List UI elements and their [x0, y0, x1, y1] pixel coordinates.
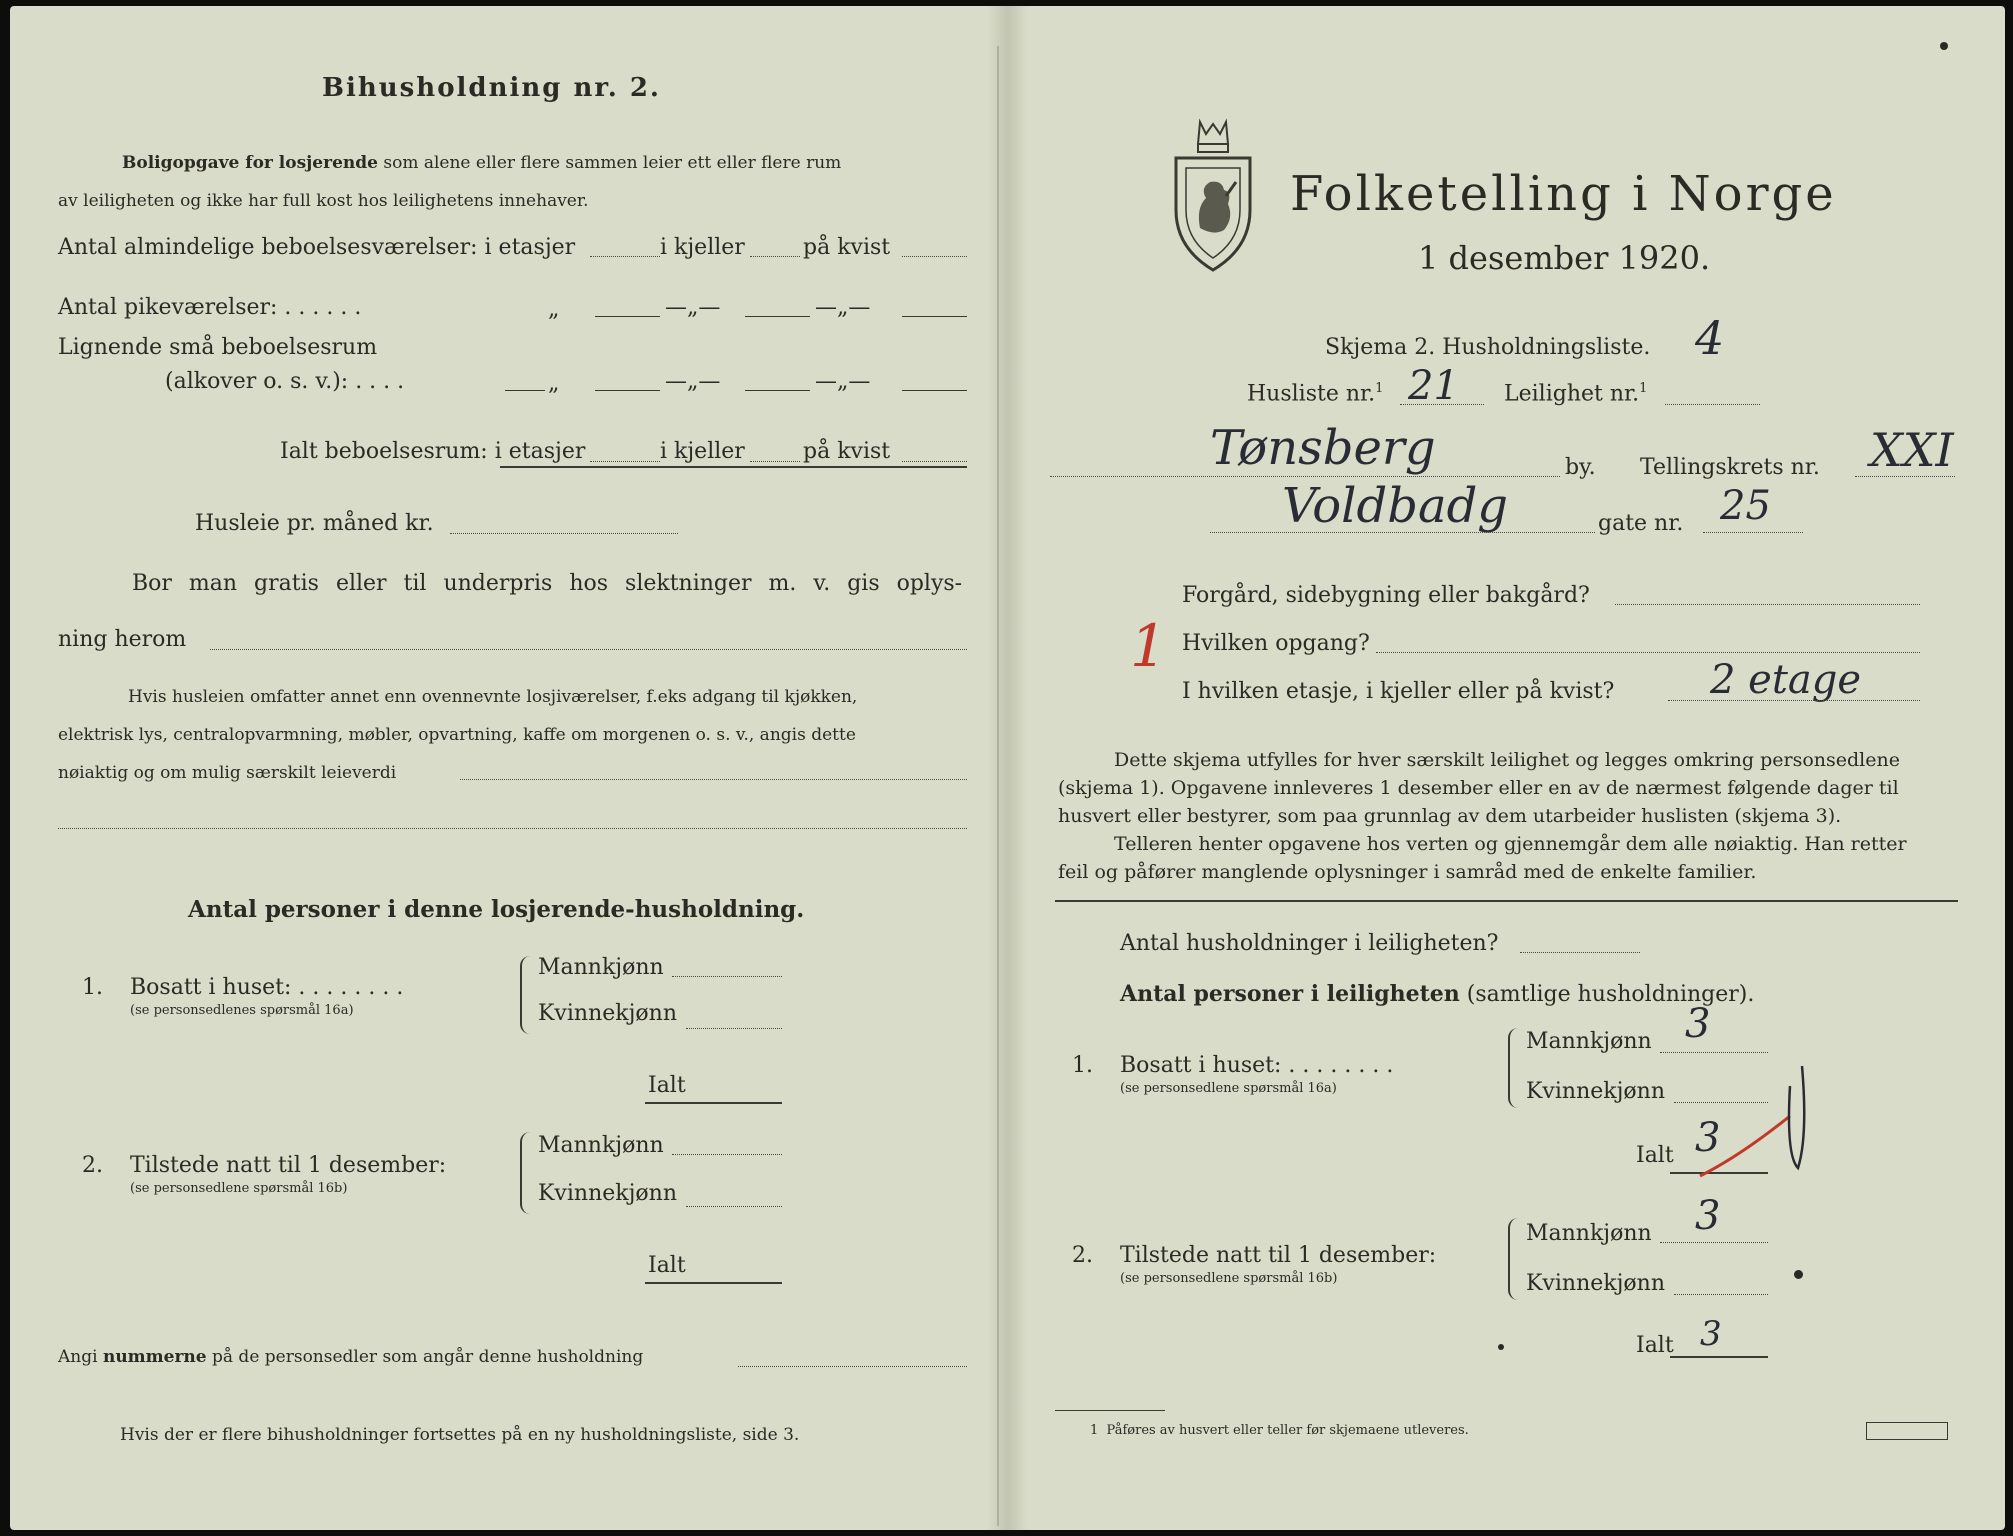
opgang-field[interactable]: [1376, 652, 1920, 653]
by-field[interactable]: [1050, 476, 1560, 477]
sup-1: 1: [1639, 381, 1648, 396]
ditto-mark: „: [548, 297, 560, 322]
right-q1-kvinne: Kvinnekjønn: [1526, 1079, 1665, 1104]
para2-line2: feil og påfører manglende oplysninger i samråd med de enkelte familier.: [1058, 861, 1757, 883]
ialt-etasjer-field[interactable]: [590, 461, 660, 462]
right-q1-ialt: Ialt: [1636, 1143, 1674, 1168]
left-q2-num: 2.: [82, 1153, 103, 1178]
left-title: Bihusholdning nr. 2.: [322, 73, 661, 103]
left-q1-kvinne-field[interactable]: [686, 1028, 782, 1029]
left-q2-sub: (se personsedlene spørsmål 16b): [130, 1181, 348, 1196]
left-q2-kvinne-field[interactable]: [686, 1206, 782, 1207]
right-q2-mann-field[interactable]: [1660, 1242, 1768, 1243]
forgard-label: Forgård, sidebygning eller bakgård?: [1182, 583, 1590, 608]
left-q2-label: Tilstede natt til 1 desember:: [130, 1153, 447, 1178]
etasje-field[interactable]: [1668, 700, 1920, 701]
instructions-para1: [1058, 746, 1958, 886]
tellingskrets-field[interactable]: [1855, 476, 1955, 477]
row-antal-label: Antal almindelige beboelsesværelser: i etasjer: [58, 235, 576, 260]
left-q1-sub: (se personsedlenes spørsmål 16a): [130, 1003, 354, 1018]
bor-line2: ning herom: [58, 627, 187, 652]
intro-line1: [122, 152, 841, 174]
row-lign-label2: (alkover o. s. v.): . . . .: [165, 369, 405, 394]
left-q2-kvinne: Kvinnekjønn: [538, 1181, 677, 1206]
left-q2-ialt: Ialt: [648, 1253, 686, 1278]
row-ialt-label: Ialt beboelsesrum: i etasjer: [280, 439, 586, 464]
ialt-kvist-label: på kvist: [803, 439, 891, 464]
forgard-field[interactable]: [1615, 604, 1920, 605]
left-q2-mann: Mannkjønn: [538, 1133, 664, 1158]
right-persons-title: [1120, 980, 1754, 1009]
ialt-kjeller-field[interactable]: [750, 461, 800, 462]
sup-1: 1: [1375, 381, 1384, 396]
leilighet-field[interactable]: [1665, 404, 1760, 405]
angi-text2: på de personsedler som angår denne husholdning: [212, 1347, 644, 1367]
right-q1-brace: [1508, 1028, 1520, 1108]
angi-field[interactable]: [738, 1366, 967, 1367]
para1-line2: (skjema 1). Opgavene innleveres 1 desember eller en av de nærmest følgende dager til: [1058, 777, 1899, 799]
printer-stamp: [1866, 1422, 1948, 1440]
angi-text1: Angi: [58, 1347, 98, 1367]
kjeller-field[interactable]: [750, 256, 800, 257]
right-q1-sub: (se personsedlene spørsmål 16a): [1120, 1081, 1337, 1096]
lign-etasjer-field[interactable]: [595, 390, 660, 391]
kvist-field[interactable]: [902, 256, 967, 257]
pike-kvist-field[interactable]: [902, 316, 967, 317]
ialt-kjeller-label: i kjeller: [660, 439, 745, 464]
left-q1-mann: Mannkjønn: [538, 955, 664, 980]
hw-etasje[interactable]: 2 etage: [1710, 657, 1862, 703]
hvis-line3: nøiaktig og om mulig særskilt leieverdi: [58, 763, 397, 783]
right-q2-sub: (se personsedlene spørsmål 16b): [1120, 1271, 1338, 1286]
kvist-label: på kvist: [803, 235, 891, 260]
by-label: by.: [1565, 455, 1596, 480]
ialt-kvist-field[interactable]: [902, 461, 967, 462]
footnote-text: Påføres av husvert eller teller før skjemaene utleveres.: [1106, 1423, 1469, 1438]
right-q2-ialt-field[interactable]: [1670, 1356, 1768, 1358]
right-q2-kvinne: Kvinnekjønn: [1526, 1271, 1665, 1296]
para2-line1: Telleren henter opgavene hos verten og gjennemgår dem alle nøiaktig. Han retter: [1114, 833, 1907, 855]
hw-leilighet-top: 4: [1695, 311, 1725, 365]
hw-gate[interactable]: Voldbadg: [1282, 478, 1509, 534]
red-check-icon: [1690, 1046, 1830, 1186]
hw-husliste[interactable]: 21: [1408, 363, 1459, 409]
etasje-label: I hvilken etasje, i kjeller eller på kvist?: [1182, 679, 1615, 704]
left-q2-mann-field[interactable]: [672, 1154, 782, 1155]
persons-rest: (samtlige husholdninger).: [1466, 982, 1755, 1007]
ink-dot: [1498, 1344, 1504, 1350]
left-q2-brace: [520, 1132, 532, 1214]
right-q2-ialt: Ialt: [1636, 1333, 1674, 1358]
pike-kjeller-field[interactable]: [745, 316, 810, 317]
hw-q2-mann[interactable]: 3: [1695, 1193, 1721, 1239]
gate-field[interactable]: [1210, 532, 1595, 533]
left-q1-mann-field[interactable]: [672, 976, 782, 977]
opgang-label: Hvilken opgang?: [1182, 631, 1370, 656]
left-persons-title: Antal personer i denne losjerende-husholdning.: [188, 896, 805, 923]
center-fold: [997, 46, 999, 1526]
intro-rest1: som alene eller flere sammen leier ett eller flere rum: [383, 153, 842, 173]
kjeller-label: i kjeller: [660, 235, 745, 260]
bor-field[interactable]: [210, 649, 967, 650]
section-rule: [1055, 900, 1958, 902]
intro-line2: av leiligheten og ikke har full kost hos leilighetens innehaver.: [58, 191, 589, 211]
para1-line1: Dette skjema utfylles for hver særskilt leilighet og legges omkring personsedlene: [1114, 749, 1900, 771]
antal-hush-field[interactable]: [1520, 952, 1640, 953]
footnote-rule: [1055, 1410, 1165, 1411]
right-q2-label: Tilstede natt til 1 desember:: [1120, 1243, 1437, 1268]
hw-q1-ialt[interactable]: 3: [1695, 1115, 1721, 1161]
antal-hush-label: Antal husholdninger i leiligheten?: [1120, 931, 1499, 956]
corner-hole: [1940, 42, 1948, 50]
hw-q1-mann[interactable]: 3: [1685, 1001, 1711, 1047]
right-q1-label: Bosatt i huset: . . . . . . . .: [1120, 1053, 1394, 1078]
left-q1-ialt-field[interactable]: [645, 1102, 782, 1104]
right-q1-num: 1.: [1072, 1053, 1093, 1078]
footnote-num: 1: [1090, 1423, 1099, 1438]
husleie-field[interactable]: [450, 533, 678, 534]
hvis-line2: elektrisk lys, centralopvarmning, møbler, opvartning, kaffe om morgenen o. s. v., angis dette: [58, 725, 856, 745]
left-q2-ialt-field[interactable]: [645, 1282, 782, 1284]
ditto-dash: —„—: [665, 369, 721, 394]
ditto-mark: „: [548, 371, 560, 396]
census-sheet: [10, 6, 2005, 1530]
leilighet-label: [1504, 380, 1647, 408]
left-q1-kvinne: Kvinnekjønn: [538, 1001, 677, 1026]
hw-red-mark: 1: [1130, 612, 1167, 680]
gate-label: gate nr.: [1598, 511, 1684, 536]
hw-q2-ialt[interactable]: 3: [1700, 1314, 1722, 1354]
footnote: [1090, 1422, 1469, 1440]
right-title: Folketelling i Norge: [1290, 166, 1837, 222]
leilighet-text: Leilighet nr.: [1504, 381, 1640, 407]
row-lign-label1: Lignende små beboelsesrum: [58, 335, 378, 360]
right-q2-kvinne-field[interactable]: [1674, 1294, 1768, 1295]
husleie-label: Husleie pr. måned kr.: [195, 511, 434, 536]
right-q2-num: 2.: [1072, 1243, 1093, 1268]
etasjer-field[interactable]: [590, 256, 660, 257]
sum-rule: [500, 466, 967, 468]
right-q2-brace: [1508, 1218, 1520, 1300]
gate-nr-field[interactable]: [1703, 532, 1803, 533]
persons-bold: Antal personer i leiligheten: [1120, 981, 1460, 1007]
right-q1-mann: Mannkjønn: [1526, 1029, 1652, 1054]
leieverdi-field[interactable]: [460, 779, 967, 780]
bor-line1: Bor man gratis eller til underpris hos slektninger m. v. gis oplys-: [132, 571, 963, 596]
angi-bold: nummerne: [102, 1347, 207, 1367]
left-footer: Hvis der er flere bihusholdninger fortsettes på en ny husholdningsliste, side 3.: [120, 1425, 800, 1445]
row-pike-label: Antal pikeværelser: . . . . . .: [58, 295, 362, 320]
pike-etasjer-field[interactable]: [595, 316, 660, 317]
left-q1-label: Bosatt i huset: . . . . . . . .: [130, 975, 404, 1000]
hw-tellingskrets[interactable]: XXI: [1870, 423, 1954, 477]
tellingskrets-label: Tellingskrets nr.: [1640, 455, 1820, 480]
coat-of-arms-icon: [1170, 118, 1256, 274]
intro-bold: Boligopgave for losjerende: [122, 153, 378, 173]
skjema-label: Skjema 2. Husholdningsliste.: [1325, 335, 1651, 360]
ink-dot: [1794, 1270, 1803, 1279]
right-date: 1 desember 1920.: [1418, 239, 1711, 277]
right-q2-mann: Mannkjønn: [1526, 1221, 1652, 1246]
hw-by[interactable]: Tønsberg: [1210, 420, 1436, 476]
lign-pre-field[interactable]: [505, 390, 545, 391]
lign-kjeller-field[interactable]: [745, 390, 810, 391]
left-q1-brace: [520, 956, 532, 1034]
husliste-label: [1247, 380, 1383, 408]
left-q1-num: 1.: [82, 975, 103, 1000]
hw-gate-nr[interactable]: 25: [1720, 483, 1771, 529]
hvis-line1: Hvis husleien omfatter annet enn ovennevnte losjiværelser, f.eks adgang til kjøkken,: [128, 687, 858, 707]
para1-line3: husvert eller bestyrer, som paa grunnlag av dem utarbeider huslisten (skjema 3).: [1058, 805, 1842, 827]
left-q1-ialt: Ialt: [648, 1073, 686, 1098]
lign-kvist-field[interactable]: [902, 390, 967, 391]
ditto-dash: —„—: [815, 295, 871, 320]
leieverdi-field-2[interactable]: [58, 828, 967, 829]
husliste-text: Husliste nr.: [1247, 381, 1376, 407]
ditto-dash: —„—: [665, 295, 721, 320]
ditto-dash: —„—: [815, 369, 871, 394]
angi-line: [58, 1346, 643, 1368]
